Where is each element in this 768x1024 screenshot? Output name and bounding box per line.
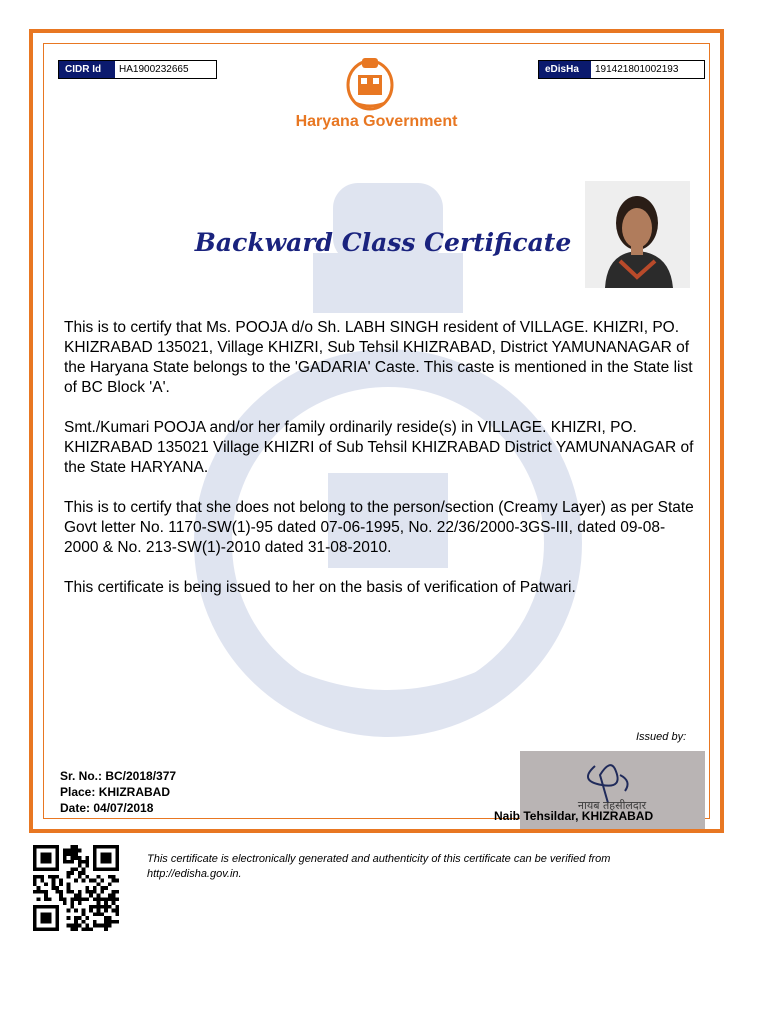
signer-designation: Naib Tehsildar, KHIZRABAD [494,809,654,823]
body-paragraph: This certificate is being issued to her on the basis of verification of Patwari. [64,579,576,596]
applicant-photo [585,181,690,288]
verification-note: This certificate is electronically generated and authenticity of this certificate can be verified from http://edisha.gov.in. [147,853,611,880]
haryana-emblem-icon [345,53,395,113]
issue-details [60,768,176,816]
qr-code [30,845,122,931]
certificate-body [64,318,694,618]
body-paragraph: Smt./Kumari POOJA and/or her family ordinarily reside(s) in VILLAGE. KHIZRI, PO. KHIZRABAD 135021 Village KHIZRI of Sub Tehsil KHIZRABAD District YAMUNANAGAR of the State HARYANA. [64,419,694,476]
issue-place: Place: KHIZRABAD [60,785,171,799]
issued-by-label: Issued by: [636,731,687,743]
government-title: Haryana Government [295,113,458,130]
certificate-frame [29,29,724,833]
cidr-id-box [58,60,217,79]
edisha-id-box [538,60,705,79]
serial-number: Sr. No.: BC/2018/377 [60,769,177,783]
edisha-value: 191421801002193 [591,61,682,78]
certificate-title: Backward Class Certificate [194,228,572,257]
body-paragraph: This is to certify that she does not belong to the person/section (Creamy Layer) as per State Govt letter No. 1170-SW(1)-95 dated 07-06-1995, No. 22/36/2000-3GS-III, dated 09-08-2000 & No. 213-SW(1)-2010 dated 31-08-2010. [64,499,694,556]
cidr-label: CIDR Id [59,61,115,78]
cidr-value: HA1900232665 [115,61,193,78]
stamp-text: नायब तहसीलदार [577,799,647,812]
edisha-label: eDisHa [539,61,591,78]
issue-date: Date: 04/07/2018 [60,801,154,815]
body-paragraph: This is to certify that Ms. POOJA d/o Sh. LABH SINGH resident of VILLAGE. KHIZRI, PO. KHIZRABAD 135021, Village KHIZRI, Sub Tehsil KHIZRABAD, District YAMUNANAGAR of the Haryana State belongs to the 'GADARIA' Caste. This caste is mentioned in the State list of BC Block 'A'. [64,319,693,396]
